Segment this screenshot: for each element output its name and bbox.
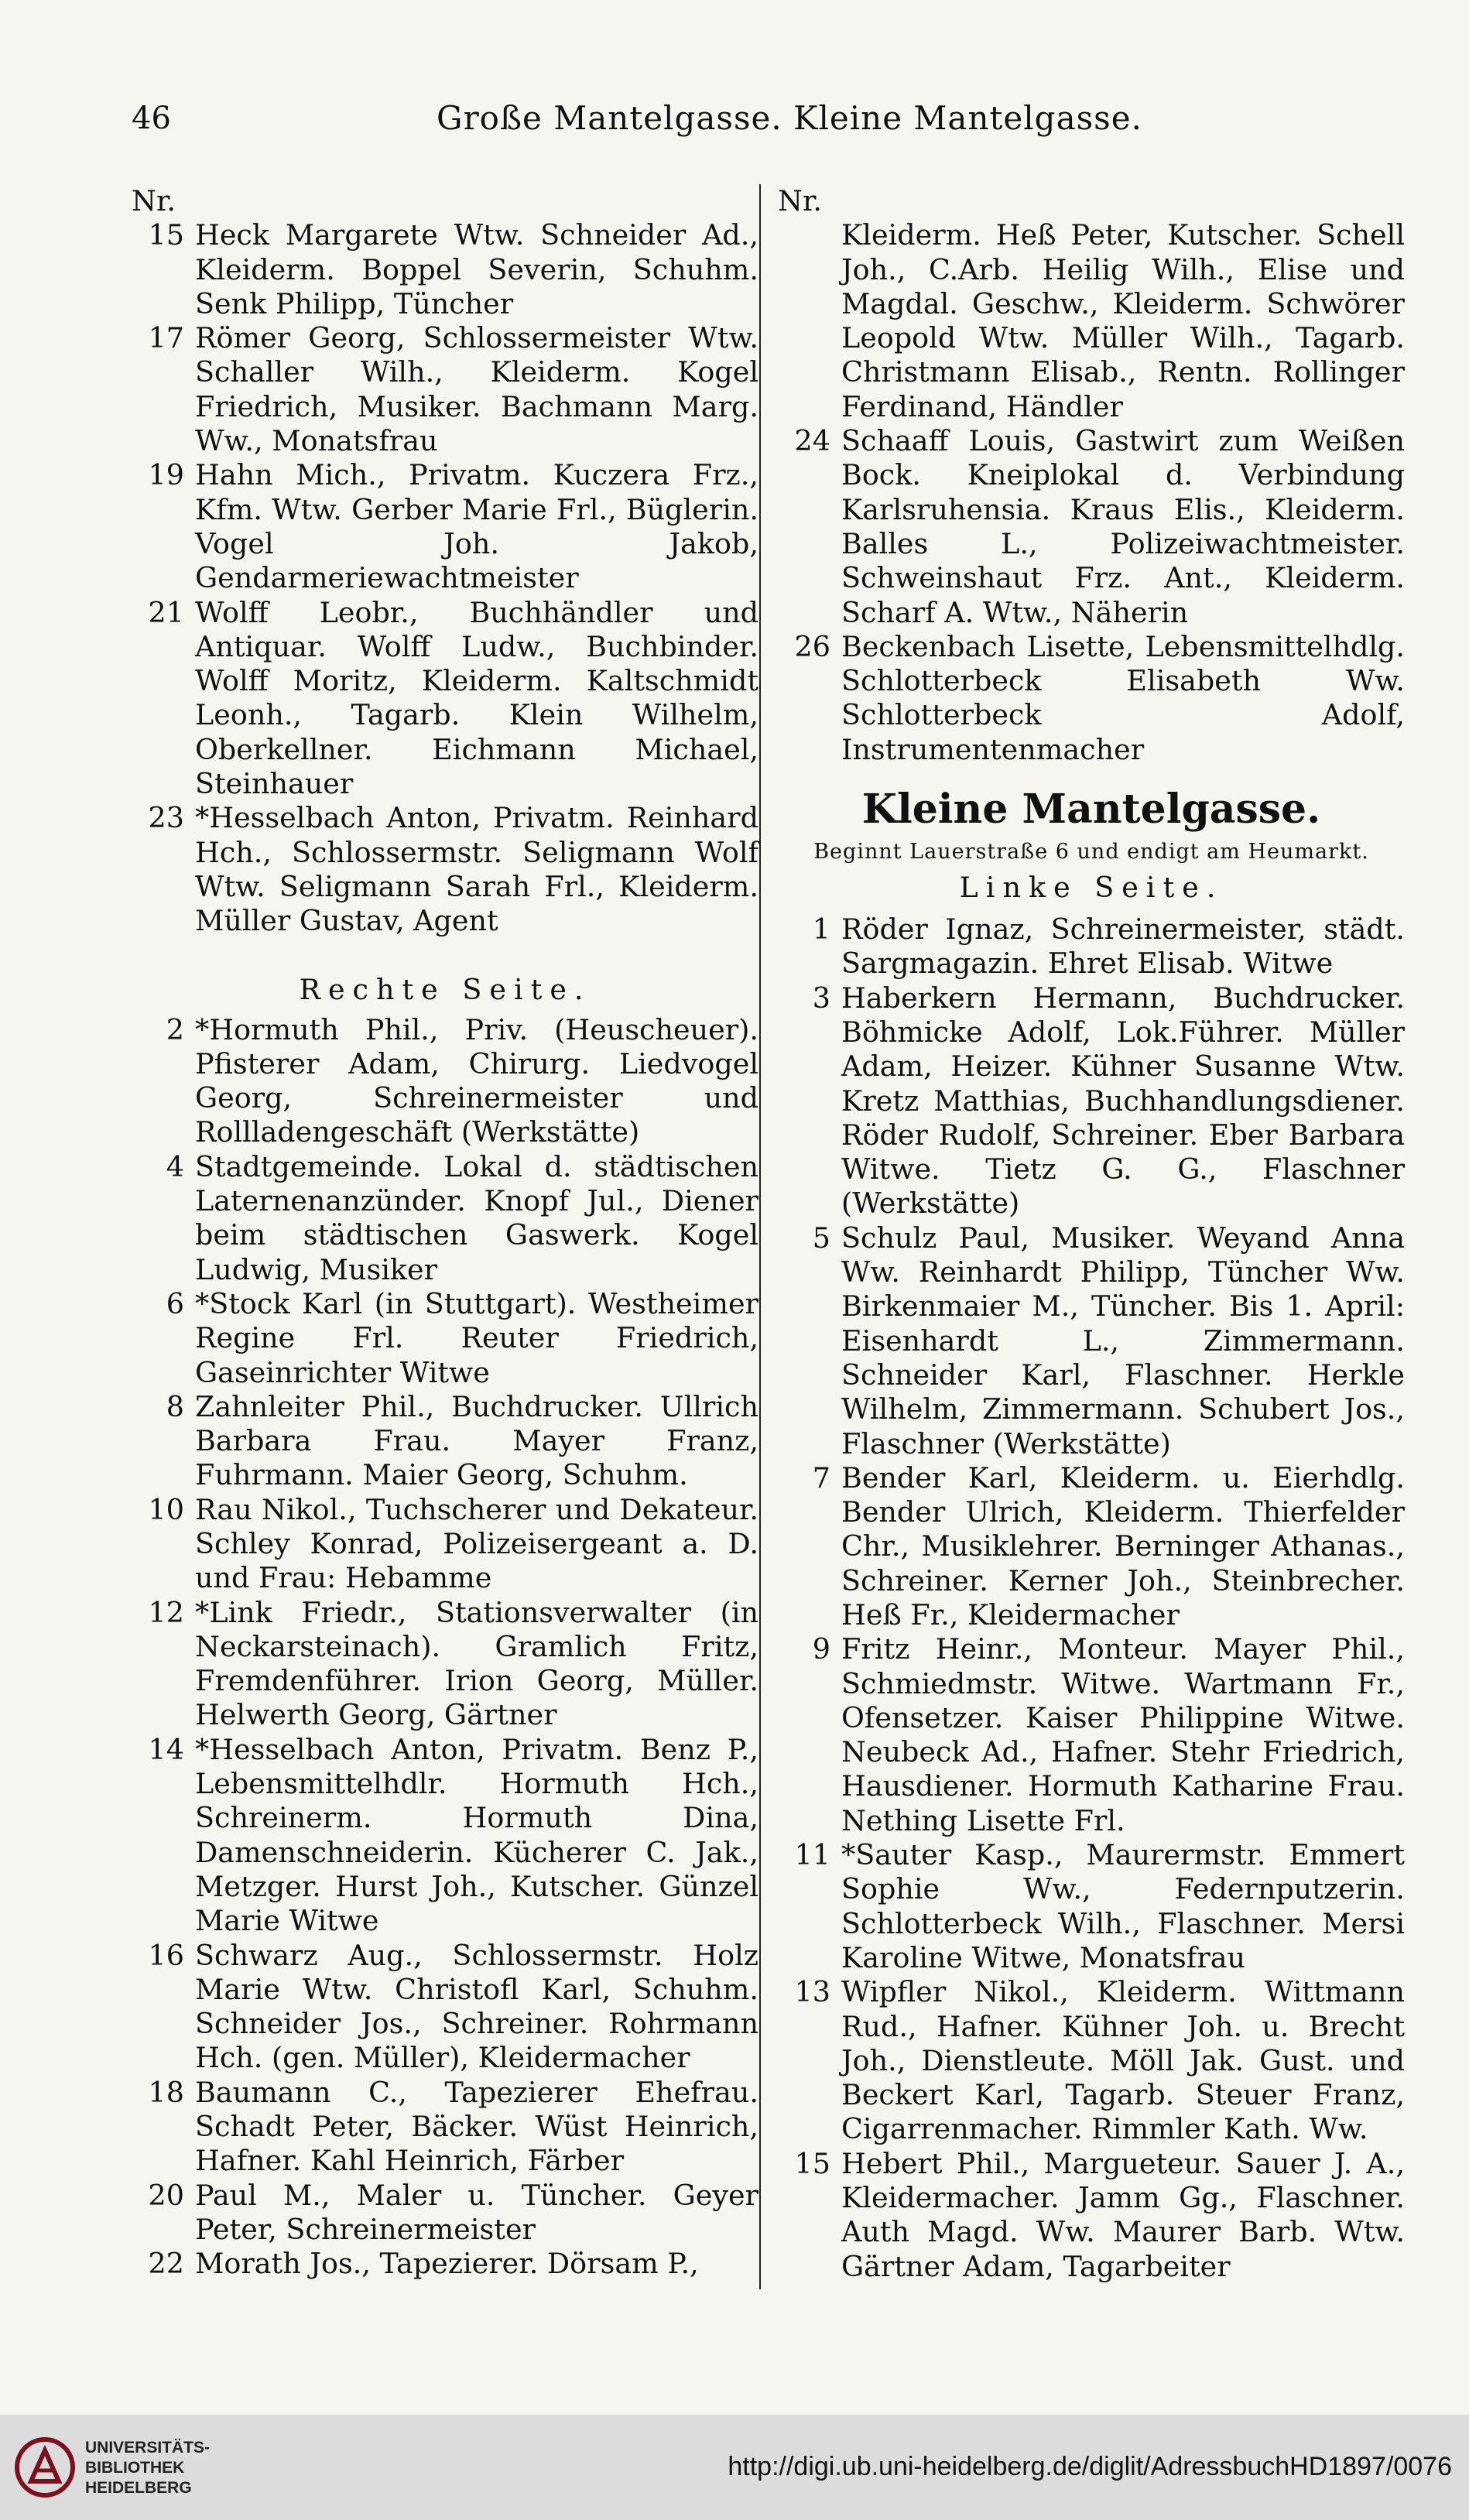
house-number: 7 [812, 1460, 830, 1495]
house-number: 1 [812, 912, 830, 947]
entry-text: Paul M., Maler u. Tüncher. Geyer Peter, Schreinermeister [195, 2178, 758, 2246]
entry-text: Zahnleiter Phil., Buchdrucker. Ullrich Barbara Frau. Mayer Franz, Fuhrmann. Maier Georg, Schuhm. [195, 1389, 758, 1492]
house-number: 24 [794, 424, 830, 458]
house-entry [132, 1733, 758, 1939]
entry-text: Fritz Heinr., Monteur. Mayer Phil., Schmiedmstr. Witwe. Wartmann Fr., Ofensetzer. Kaiser Philippine Witwe. Neubeck Ad., Hafner. Stehr Friedrich, Hausdiener. Hormuth Katharine Frau. Nething Lisette Frl. [841, 1632, 1405, 1837]
entry-text: Schwarz Aug., Schlossermstr. Holz Marie Wtw. Christofl Karl, Schuhm. Schneider Jos., Schreiner. Rohrmann Hch. (gen. Müller), Kleidermacher [195, 1938, 758, 2075]
house-number: 4 [166, 1149, 184, 1183]
entry-list [778, 424, 1405, 767]
entry-text: Morath Jos., Tapezierer. Dörsam P., [195, 2247, 699, 2281]
source-link[interactable]: http://digi.ub.uni-heidelberg.de/diglit/AdressbuchHD1897/0076 [728, 2452, 1452, 2481]
house-number: 3 [812, 981, 830, 1015]
nr-label: Nr. [778, 184, 822, 217]
house-number: 13 [794, 1975, 830, 2009]
house-number: 20 [148, 2178, 184, 2212]
entry-text: Hebert Phil., Margueteur. Sauer J. A., Kleidermacher. Jamm Gg., Flaschner. Auth Magd. Ww. Maurer Barb. Wtw. Gärtner Adam, Tagarbeiter [841, 2146, 1405, 2283]
house-entry [132, 218, 758, 321]
left-column [132, 184, 758, 2282]
house-number: 6 [166, 1286, 184, 1320]
entry-text: Hahn Mich., Privatm. Kuczera Frz., Kfm. Wtw. Gerber Marie Frl., Büglerin. Vogel Joh. Jakob, Gendarmeriewachtmeister [195, 458, 758, 595]
entry-text: Beckenbach Lisette, Lebensmittelhdlg. Schlotterbeck Elisabeth Ww. Schlotterbeck Adolf, Instrumentenmacher [841, 629, 1405, 766]
column-divider [759, 184, 761, 2289]
house-entry [778, 1221, 1405, 1461]
entry-text: *Sauter Kasp., Maurermstr. Emmert Sophie Ww., Federnputzerin. Schlotterbeck Wilh., Flaschner. Mersi Karoline Witwe, Monatsfrau [841, 1838, 1405, 1974]
entry-text: Röder Ignaz, Schreinermeister, städt. Sargmagazin. Ehret Elisab. Witwe [841, 912, 1405, 981]
house-number: 18 [148, 2075, 184, 2109]
house-number: 16 [148, 1938, 184, 1972]
house-entry [778, 1838, 1405, 1975]
house-number: 22 [148, 2247, 184, 2281]
house-entry [132, 321, 758, 458]
house-entry [778, 630, 1405, 767]
street-subtitle: Beginnt Lauerstraße 6 und endigt am Heumarkt. [813, 840, 1369, 865]
house-entry [778, 424, 1405, 630]
house-entry [132, 801, 758, 938]
entry-text: *Hormuth Phil., Priv. (Heuscheuer). Pfisterer Adam, Chirurg. Liedvogel Georg, Schreinermeister und Rollladengeschäft (Werkstätte) [195, 1012, 758, 1149]
entry-text: Heck Margarete Wtw. Schneider Ad., Kleiderm. Boppel Severin, Schuhm. Senk Philipp, Tüncher [195, 218, 758, 320]
house-number: 23 [148, 801, 184, 835]
house-number: 9 [812, 1632, 830, 1666]
entry-text: Baumann C., Tapezierer Ehefrau. Schadt Peter, Bäcker. Wüst Heinrich, Hafner. Kahl Heinrich, Färber [195, 2075, 758, 2178]
street-title: Kleine Mantelgasse. [861, 786, 1321, 834]
house-entry [132, 1150, 758, 1287]
house-number: 15 [794, 2146, 830, 2180]
house-number: 5 [812, 1221, 830, 1255]
house-entry [778, 1632, 1405, 1838]
entry-text: *Link Friedr., Stationsverwalter (in Neckarsteinach). Gramlich Fritz, Fremdenführer. Irion Georg, Müller. Helwerth Georg, Gärtner [195, 1595, 758, 1732]
house-entry [132, 2179, 758, 2248]
house-entry [132, 1287, 758, 1390]
house-number: 26 [794, 629, 830, 663]
house-number: 15 [148, 218, 184, 252]
entry-text: Kleiderm. Heß Peter, Kutscher. Schell Joh., C.Arb. Heilig Wilh., Elise und Magdal. Geschw., Kleiderm. Schwörer Leopold Wtw. Müller Wilh., Tagarb. Christmann Elisab., Rentn. Rollinger Ferdinand, Händler [841, 218, 1405, 423]
entry-text: Rau Nikol., Tuchscherer und Dekateur. Schley Konrad, Polizeisergeant a. D. und Frau: Hebamme [195, 1492, 758, 1595]
library-footer [0, 2415, 1469, 2520]
entry-text: *Stock Karl (in Stuttgart). Westheimer Regine Frl. Reuter Friedrich, Gaseinrichter Witwe [195, 1286, 758, 1389]
entry-text: Schaaff Louis, Gastwirt zum Weißen Bock. Kneiplokal d. Verbindung Karlsruhensia. Kraus Elis., Kleiderm. Balles L., Polizeiwachtmeister. Schweinshaut Frz. Ant., Kleiderm. Scharf A. Wtw., Näherin [841, 424, 1405, 629]
house-entry [132, 1596, 758, 1733]
house-entry [132, 2247, 758, 2281]
continuation-entry [778, 218, 1405, 424]
house-entry [132, 2076, 758, 2179]
page-header [0, 91, 1469, 146]
house-entry [778, 912, 1405, 981]
entry-list [132, 218, 758, 938]
house-entry [132, 1939, 758, 2076]
entry-text: Bender Karl, Kleiderm. u. Eierhdlg. Bender Ulrich, Kleiderm. Thierfelder Chr., Musiklehrer. Berninger Athanas., Schreiner. Kerner Joh., Steinbrecher. Heß Fr., Kleidermacher [841, 1460, 1405, 1631]
house-number: 8 [166, 1389, 184, 1423]
house-number: 11 [794, 1838, 830, 1872]
entry-text: Schulz Paul, Musiker. Weyand Anna Ww. Reinhardt Philipp, Tüncher Ww. Birkenmaier M., Tüncher. Bis 1. April: Eisenhardt L., Zimmermann. Schneider Karl, Flaschner. Herkle Wilhelm, Zimmermann. Schubert Jos., Flaschner (Werkstätte) [841, 1221, 1405, 1460]
entry-text: Wipfler Nikol., Kleiderm. Wittmann Rud., Hafner. Kühner Joh. u. Brecht Joh., Dienstleute. Möll Jak. Gust. und Beckert Karl, Tagarb. Steuer Franz, Cigarrenmacher. Rimmler Kath. Ww. [841, 1975, 1405, 2146]
house-entry [778, 2147, 1405, 2284]
house-entry [132, 596, 758, 802]
house-entry [778, 1975, 1405, 2146]
entry-list [132, 1013, 758, 2282]
house-entry [132, 458, 758, 595]
nr-label: Nr. [132, 184, 176, 217]
house-number: 21 [148, 595, 184, 629]
house-entry [778, 981, 1405, 1221]
house-number: 17 [148, 321, 184, 355]
house-entry [132, 1390, 758, 1493]
entry-list [778, 912, 1405, 2284]
house-number: 19 [148, 458, 184, 492]
house-number: 2 [166, 1012, 184, 1046]
entry-text: Wolff Leobr., Buchhändler und Antiquar. Wolff Ludw., Buchbinder. Wolff Moritz, Kleiderm. Kaltschmidt Leonh., Tagarb. Klein Wilhelm, Oberkellner. Eichmann Michael, Steinhauer [195, 595, 758, 801]
house-number: 10 [148, 1492, 184, 1526]
right-column [778, 184, 1405, 2284]
university-library-logo-icon [14, 2436, 76, 2498]
house-entry [132, 1013, 758, 1150]
section-head-left-side: Linke Seite. [959, 871, 1224, 905]
running-head: Große Mantelgasse. Kleine Mantelgasse. [437, 99, 1142, 137]
house-number: 14 [148, 1732, 184, 1766]
section-head-right-side: Rechte Seite. [299, 972, 591, 1006]
entry-text: Haberkern Hermann, Buchdrucker. Böhmicke Adolf, Lok.Führer. Müller Adam, Heizer. Kühner Susanne Wtw. Kretz Matthias, Buchhandlungsdiener. Röder Rudolf, Schreiner. Eber Barbara Witwe. Tietz G. G., Flaschner (Werkstätte) [841, 981, 1405, 1221]
house-entry [778, 1461, 1405, 1632]
entry-text: *Hesselbach Anton, Privatm. Reinhard Hch., Schlossermstr. Seligmann Wolf Wtw. Seligmann Sarah Frl., Kleiderm. Müller Gustav, Agent [195, 801, 758, 938]
page-number: 46 [132, 101, 171, 136]
entry-text: Stadtgemeinde. Lokal d. städtischen Laternenanzünder. Knopf Jul., Diener beim städtischen Gaswerk. Kogel Ludwig, Musiker [195, 1149, 758, 1286]
library-name: UNIVERSITÄTS- BIBLIOTHEK HEIDELBERG [85, 2439, 211, 2497]
house-number: 12 [148, 1595, 184, 1629]
entry-text: *Hesselbach Anton, Privatm. Benz P., Lebensmittelhdlr. Hormuth Hch., Schreinerm. Hormuth Dina, Damenschneiderin. Kücherer C. Jak., Metzger. Hurst Joh., Kutscher. Günzel Marie Witwe [195, 1732, 758, 1938]
house-entry [132, 1493, 758, 1596]
entry-text: Römer Georg, Schlossermeister Wtw. Schaller Wilh., Kleiderm. Kogel Friedrich, Musiker. Bachmann Marg. Ww., Monatsfrau [195, 321, 758, 458]
